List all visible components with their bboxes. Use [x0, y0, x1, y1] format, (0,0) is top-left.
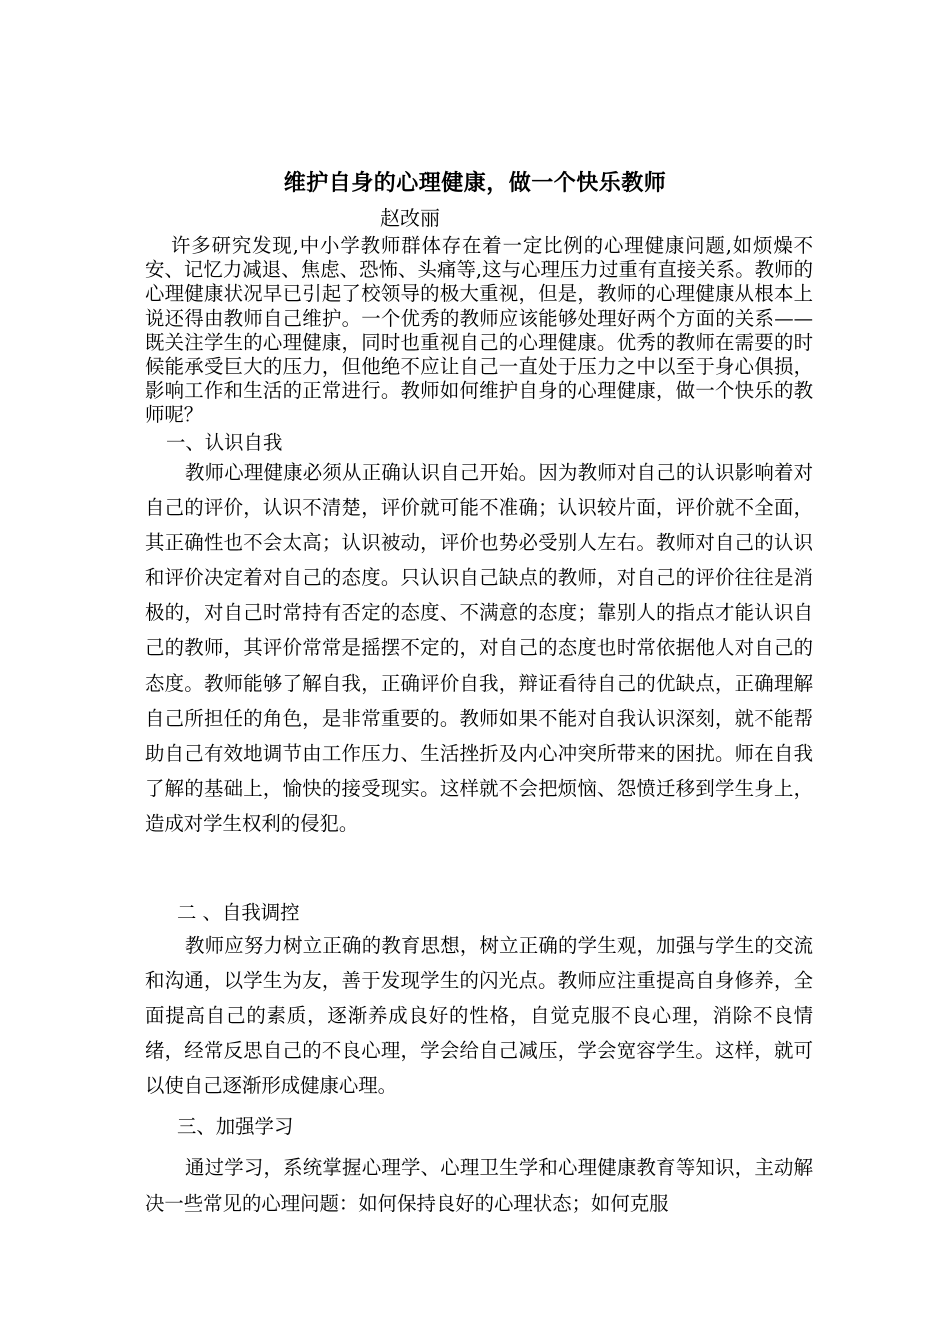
document-title: 维护自身的心理健康，做一个快乐教师: [283, 171, 667, 196]
section-heading-2: 二 、自我调控: [177, 901, 300, 924]
section-body-1: 教师心理健康必须从正确认识自己开始。因为教师对自己的认识影响着对自己的评价，认识不清楚，评价就可能不准确；认识较片面，评价就不全面，其正确性也不会太高；认识被动，评价也势必受别人左右。教师对自己的认识和评价决定着对自己的态度。只认识自己缺点的教师，对自己的评价往往是消极的，对自己时常持有否定的态度、不满意的态度；靠别人的指点才能认识自己的教师，其评价常常是摇摆不定的，对自己的态度也时常依据他人对自己的态度。教师能够了解自我，正确评价自我，辩证看待自己的优缺点，正确理解自己所担任的角色，是非常重要的。教师如果不能对自我认识深刻，就不能帮助自己有效地调节由工作压力、生活挫折及内心冲突所带来的困扰。师在自我了解的基础上，愉快的接受现实。这样就不会把烦恼、怨愤迁移到学生身上，造成对学生权利的侵犯。: [145, 461, 813, 835]
section-body-3: 通过学习，系统掌握心理学、心理卫生学和心理健康教育等知识，主动解决一些常见的心理问题：如何保持良好的心理状态；如何克服: [145, 1156, 813, 1215]
section-heading-3: 三、加强学习: [177, 1115, 294, 1138]
document-author: 赵改丽: [380, 206, 440, 230]
intro-paragraph: 许多研究发现,中小学教师群体存在着一定比例的心理健康问题,如烦燥不安、记忆力减退、焦虑、恐怖、头痛等,这与心理压力过重有直接关系。教师的心理健康状况早已引起了校领导的极大重视，但是，教师的心理健康从根本上说还得由教师自己维护。一个优秀的教师应该能够处理好两个方面的关系——既关注学生的心理健康，同时也重视自己的心理健康。优秀的教师在需要的时候能承受巨大的压力，但他绝不应让自己一直处于压力之中以至于身心俱损，影响工作和生活的正常进行。教师如何维护自身的心理健康，做一个快乐的教师呢？: [145, 234, 813, 427]
section-heading-1: 一、认识自我: [166, 431, 283, 454]
section-body-2: 教师应努力树立正确的教育思想，树立正确的学生观，加强与学生的交流和沟通，以学生为友，善于发现学生的闪光点。教师应注重提高自身修养，全面提高自己的素质，逐渐养成良好的性格，自觉克服不良心理，消除不良情绪，经常反思自己的不良心理，学会给自己减压，学会宽容学生。这样，就可以使自己逐渐形成健康心理。: [145, 934, 813, 1098]
